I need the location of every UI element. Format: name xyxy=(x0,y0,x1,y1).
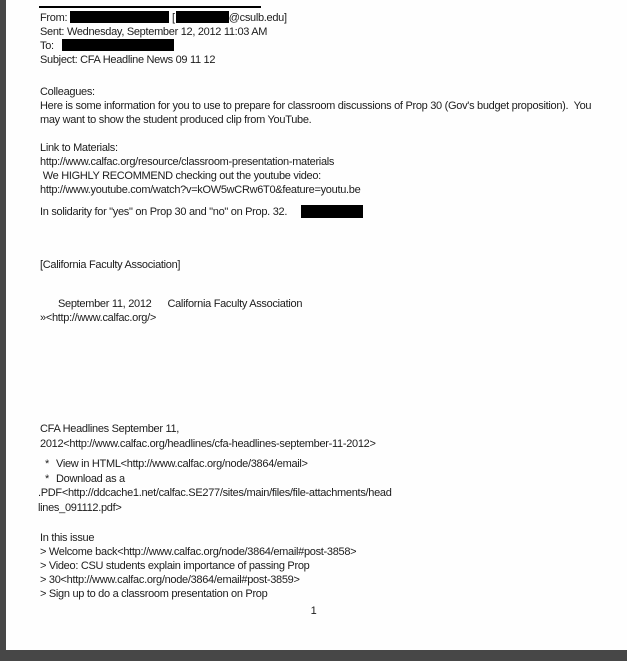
issue-item: > Welcome back<http://www.calfac.org/node/3864/email#post-3858> xyxy=(40,546,357,558)
viewer-left-edge xyxy=(0,0,6,661)
download-options-block xyxy=(40,457,392,515)
header-separator-rule xyxy=(39,6,261,8)
greeting: Colleagues: xyxy=(40,86,95,98)
redacted-signature xyxy=(301,205,363,218)
email-sent-line: Sent: Wednesday, September 12, 2012 11:03 AM xyxy=(40,26,268,38)
issue-item: > Video: CSU students explain importance of passing Prop xyxy=(40,560,310,572)
redacted-from-name xyxy=(70,11,169,23)
from-label: From: xyxy=(40,12,68,24)
bullet-item-label: View in HTML<http://www.calfac.org/node/3864/email> xyxy=(55,458,308,470)
org-bracketed: [California Faculty Association] xyxy=(40,259,181,271)
pdf-url-line: lines_091112.pdf> xyxy=(38,501,122,514)
recommend-line: We HIGHLY RECOMMEND checking out the youtube video: xyxy=(40,170,321,182)
solidarity-text: In solidarity for "yes" on Prop 30 and "no" on Prop. 32. xyxy=(40,206,288,218)
materials-url: http://www.calfac.org/resource/classroom-presentation-materials xyxy=(40,156,335,168)
redacted-to-recipient xyxy=(62,39,174,51)
bullet-item-view-html xyxy=(40,457,392,472)
bullet-icon: * xyxy=(45,472,49,485)
masthead-date: September 11, 2012 xyxy=(58,298,152,310)
from-email-suffix: @csulb.edu] xyxy=(228,12,287,24)
bullet-item-download-pdf xyxy=(40,472,392,487)
email-subject-line: Subject: CFA Headline News 09 11 12 xyxy=(40,54,216,66)
issue-item: > Sign up to do a classroom presentation on Prop xyxy=(40,588,268,600)
email-header xyxy=(40,11,287,67)
redacted-from-email xyxy=(176,11,229,23)
masthead-org: California Faculty Association xyxy=(167,298,303,310)
viewer-bottom-edge xyxy=(0,650,627,661)
org-block xyxy=(40,258,180,272)
issue-item: > 30<http://www.calfac.org/node/3864/email#post-3859> xyxy=(40,574,300,586)
page-number: 1 xyxy=(310,605,317,617)
issue-heading: In this issue xyxy=(40,532,95,544)
email-body-intro xyxy=(40,85,591,197)
email-from-line xyxy=(40,11,287,25)
masthead-block xyxy=(40,297,302,325)
from-bracket: [ xyxy=(169,12,175,24)
issue-block xyxy=(40,531,356,601)
calfac-link-line: »<http://www.calfac.org/> xyxy=(40,312,157,324)
headlines-line: 2012<http://www.calfac.org/headlines/cfa-headlines-september-11-2012> xyxy=(40,437,376,450)
masthead-date-line xyxy=(40,297,302,311)
blank-line xyxy=(40,127,591,141)
to-label: To: xyxy=(40,40,54,52)
email-to-line xyxy=(40,39,287,53)
bullet-icon: * xyxy=(45,458,49,470)
solidarity-line xyxy=(40,205,363,219)
headlines-line: CFA Headlines September 11, xyxy=(40,423,180,435)
materials-label: Link to Materials: xyxy=(40,142,118,154)
bullet-item-label: Download as a xyxy=(55,472,125,485)
paragraph-line: may want to show the student produced clip from YouTube. xyxy=(40,114,312,126)
headlines-title-block xyxy=(40,422,376,451)
youtube-url: http://www.youtube.com/watch?v=kOW5wCRw6T0&feature=youtu.be xyxy=(40,184,361,196)
pdf-url-line: .PDF<http://ddcache1.net/calfac.SE277/sites/main/files/file-attachments/head xyxy=(38,487,392,499)
paragraph-line: Here is some information for you to use to prepare for classroom discussions of Prop 30 (Gov's budget proposition). You xyxy=(40,100,592,112)
solidarity-block xyxy=(40,205,363,219)
